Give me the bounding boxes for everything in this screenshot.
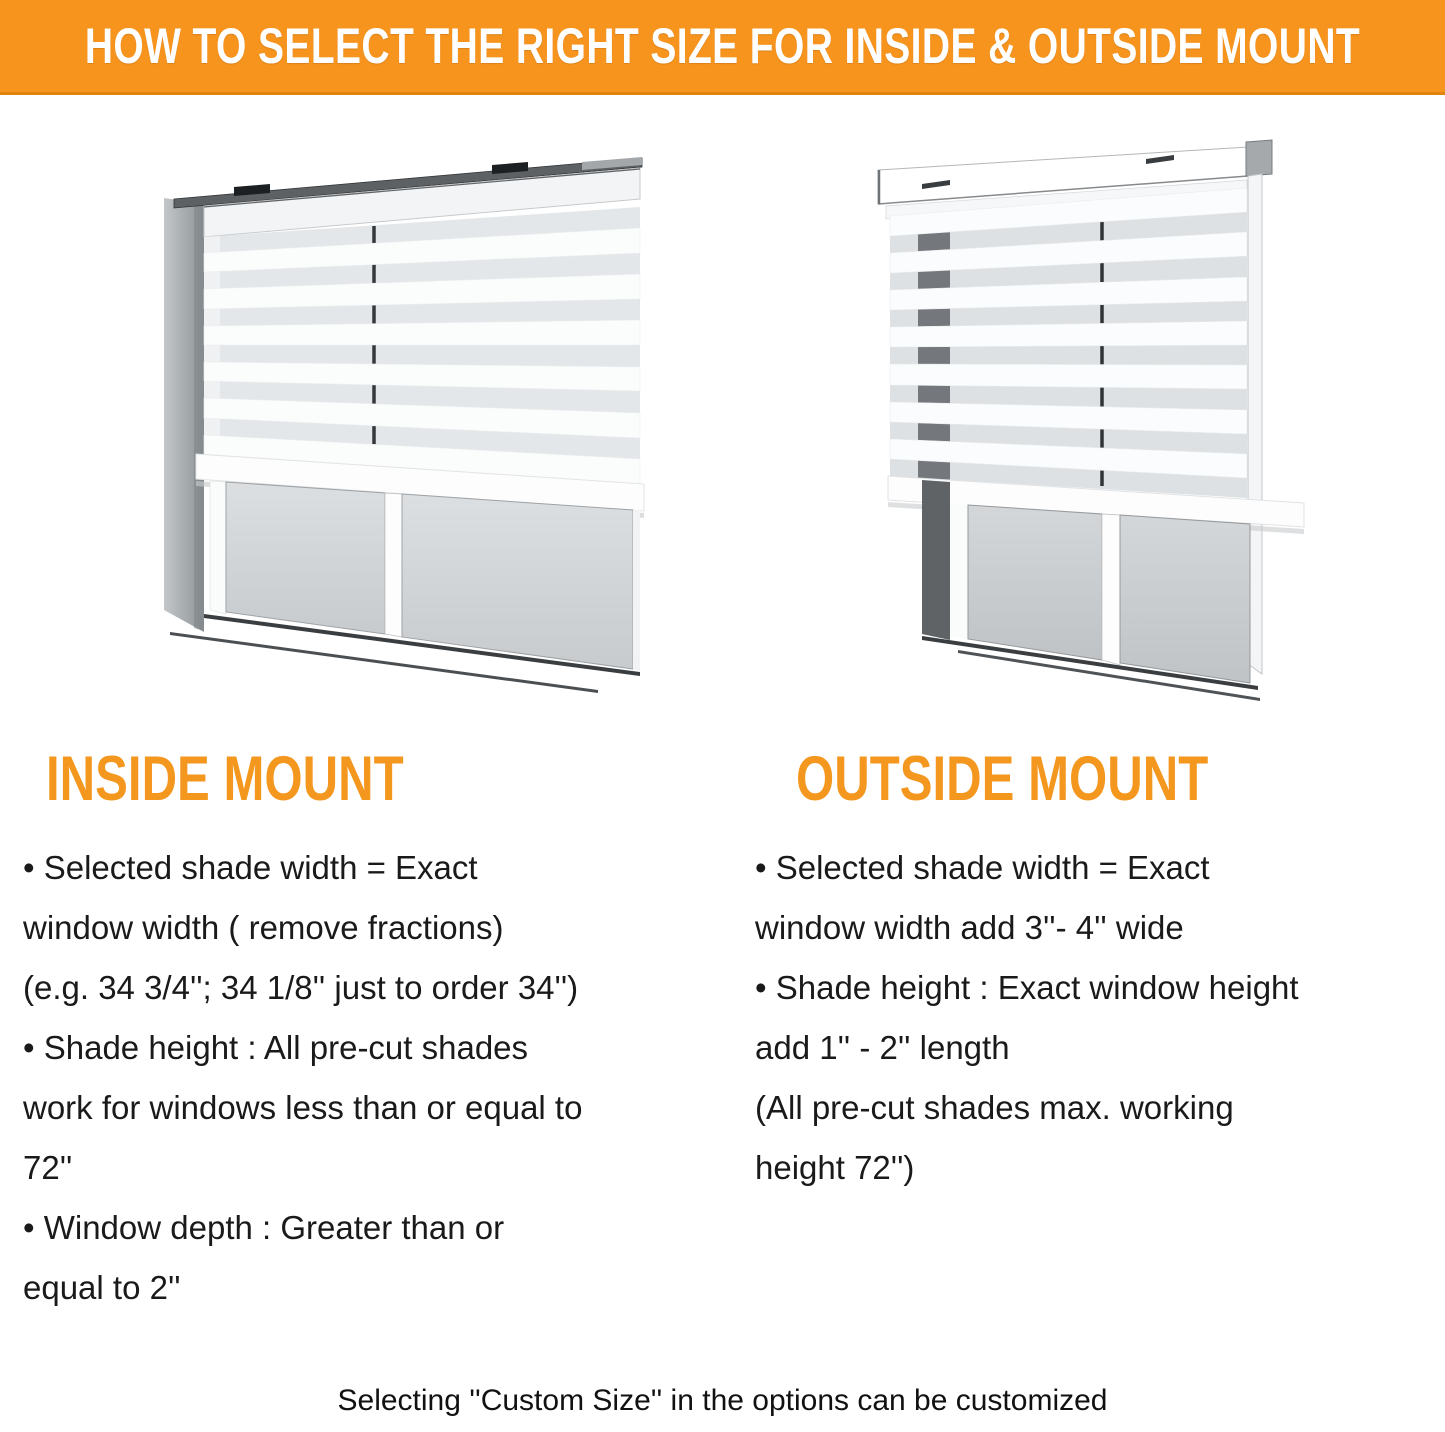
instruction-line: work for windows less than or equal to [23, 1089, 583, 1126]
inside-mount-illustration [150, 142, 650, 717]
instruction-line: window width ( remove fractions) [23, 909, 504, 946]
instruction-line: • Shade height : All pre-cut shades [23, 1029, 529, 1066]
inside-mount-window-image [150, 142, 650, 717]
outside-mount-illustration [858, 134, 1318, 744]
outside-mount-instructions [755, 838, 1445, 1198]
zebra-stripes [890, 188, 1247, 498]
instruction-line: • Shade height : Exact window height [755, 969, 1299, 1006]
instruction-line: height 72'') [755, 1149, 915, 1186]
window-frame-left-jamb [922, 480, 950, 640]
header-banner [0, 0, 1445, 95]
inside-mount-heading: INSIDE MOUNT [46, 744, 404, 814]
instruction-line: (e.g. 34 3/4''; 34 1/8'' just to order 34'') [23, 969, 579, 1006]
zebra-stripes [204, 207, 640, 484]
window-frame-left-jamb [164, 198, 204, 632]
instruction-line: window width add 3''- 4'' wide [755, 909, 1184, 946]
corner-bracket-icon [1246, 140, 1272, 176]
footer-note: Selecting ''Custom Size'' in the options can be customized [337, 1384, 1108, 1417]
instruction-line: • Window depth : Greater than or [23, 1209, 505, 1246]
instruction-line: • Selected shade width = Exact [755, 849, 1210, 886]
instruction-line: (All pre-cut shades max. working [755, 1089, 1234, 1126]
inside-mount-instructions [23, 838, 723, 1318]
window-glass [170, 481, 640, 693]
outside-mount-heading: OUTSIDE MOUNT [796, 744, 1209, 814]
instruction-line: 72'' [23, 1149, 73, 1186]
banner-title: HOW TO SELECT THE RIGHT SIZE FOR INSIDE & OUTSIDE MOUNT [84, 18, 1361, 74]
instruction-line: add 1'' - 2'' length [755, 1029, 1010, 1066]
outside-mount-window-image [858, 134, 1318, 744]
instruction-line: equal to 2'' [23, 1269, 181, 1306]
instruction-line: • Selected shade width = Exact [23, 849, 478, 886]
